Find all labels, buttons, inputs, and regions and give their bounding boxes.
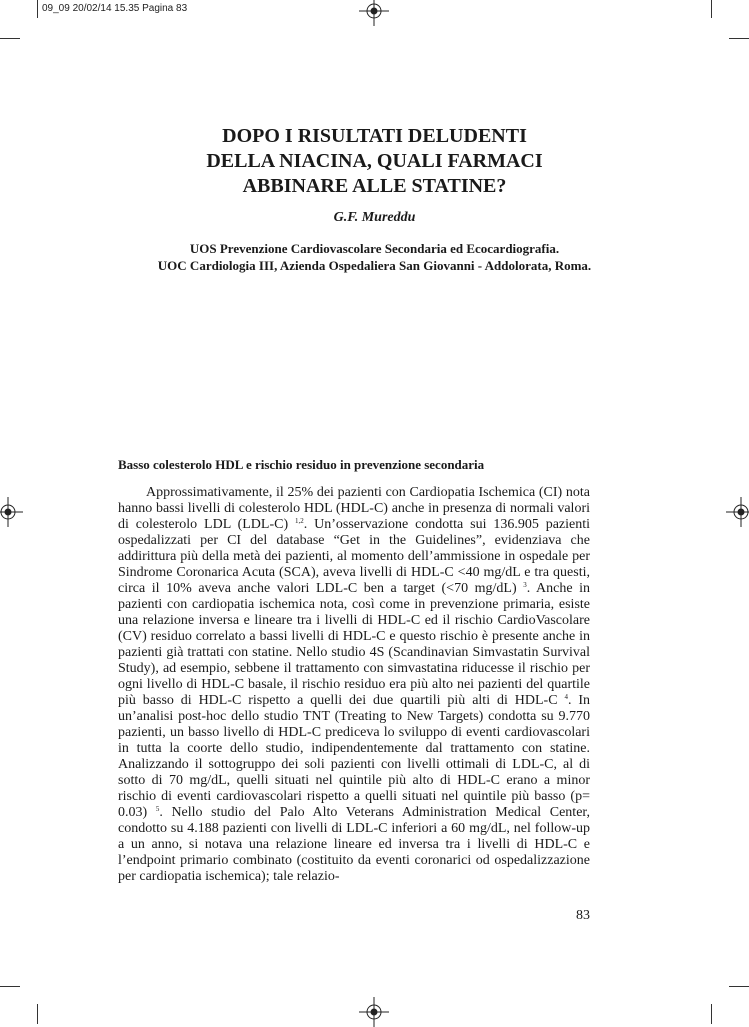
article-title [100,124,649,199]
affiliation-line: UOC Cardiologia III, Azienda Ospedaliera San Giovanni - Addolorata, Roma. [157,258,592,273]
crop-mark [711,0,712,18]
reference-marker: 3 [523,581,527,589]
paragraph-text: . Anche in pazienti con cardiopatia ischemica nota, così come in prevenzione primaria, esiste una relazione inversa e lineare tra i livelli di HDL-C ed il rischio CardioVascolare (CV) residuo correlato a bassi livelli di HDL-C e questo rischio è presente anche in pazienti già trattati con statine. Nello studio 4S (Scandinavian Simvastatin Survival Study), ad esempio, sebbene il trattamento con simvastatina riducesse il rischio per ogni livello di HDL-C basale, il rischio residuo era più alto nei pazienti del quartile più basso di HDL-C rispetto a quelli dei due quartili più alti di HDL-C [118,581,591,708]
paragraph-text: . In un’analisi post-hoc dello studio TNT (Treating to New Targets) condotta su 9.770 pazienti, un basso livello di HDL-C prediceva lo sviluppo di eventi cardiovascolari in tutta la coorte dello studio, indipendentemente dal trattamento con statine. Analizzando il sottogruppo dei soli pazienti con livelli ottimali di LDL-C, al di sotto di 70 mg/dL, quelli situati nel quintile più alto di HDL-C erano a minor rischio di eventi cardiovascolari rispetto a quelli situati nel quintile più basso (p= 0.03) [118,693,590,820]
title-line: DOPO I RISULTATI DELUDENTI [222,125,527,147]
crop-mark [37,1004,38,1024]
registration-mark-icon [359,0,389,26]
reference-marker: 5 [155,805,160,813]
affiliation [100,240,649,274]
body-paragraph [118,485,590,885]
crop-mark [729,38,749,39]
registration-mark-icon [726,497,749,527]
crop-mark [37,0,38,18]
page-number: 83 [576,908,590,923]
reference-marker: 1,2 [295,517,304,525]
title-line: ABBINARE ALLE STATINE? [242,175,507,197]
crop-mark [0,986,20,987]
paragraph-text: Approssimativamente, il 25% dei pazienti con Cardiopatia Ischemica (CI) nota hanno bassi livelli di colesterolo HDL (HDL-C) anche in presenza di normali valori di colesterolo LDL (LDL-C) [118,485,590,532]
print-slug: 09_09 20/02/14 15.35 Pagina 83 [42,3,188,14]
affiliation-line: UOS Prevenzione Cardiovascolare Secondaria ed Ecocardiografia. [189,241,560,256]
crop-mark [0,38,20,39]
paragraph-text: . Nello studio del Palo Alto Veterans Administration Medical Center, condotto su 4.188 pazienti con livelli di LDL-C inferiori a 60 mg/dL, nel follow-up a un anno, si notava una relazione lineare ed inversa tra i livelli di HDL-C e l’endpoint primario combinato (costituito da eventi coronarici od ospedalizzazione per cardiopatia ischemica); tale relazio- [118,805,591,884]
paragraph-text: . Un’osservazione condotta sui 136.905 pazienti ospedalizzati per CI del database “Get in the Guidelines”, evidenziava che addirittura più della metà dei pazienti, al momento dell’ammissione in ospedale per Sindrome Coronarica Acuta (SCA), aveva livelli di HDL-C <40 mg/dL e tra questi, circa il 10% aveva anche valori LDL-C ben a target (<70 mg/dL) [118,517,591,596]
reference-marker: 4 [564,693,568,701]
crop-mark [711,1004,712,1024]
title-line: DELLA NIACINA, QUALI FARMACI [206,150,543,172]
crop-mark [729,986,749,987]
section-heading: Basso colesterolo HDL e rischio residuo in prevenzione secondaria [118,457,485,472]
author: G.F. Mureddu [333,210,416,225]
registration-mark-icon [359,997,389,1027]
registration-mark-icon [0,497,23,527]
